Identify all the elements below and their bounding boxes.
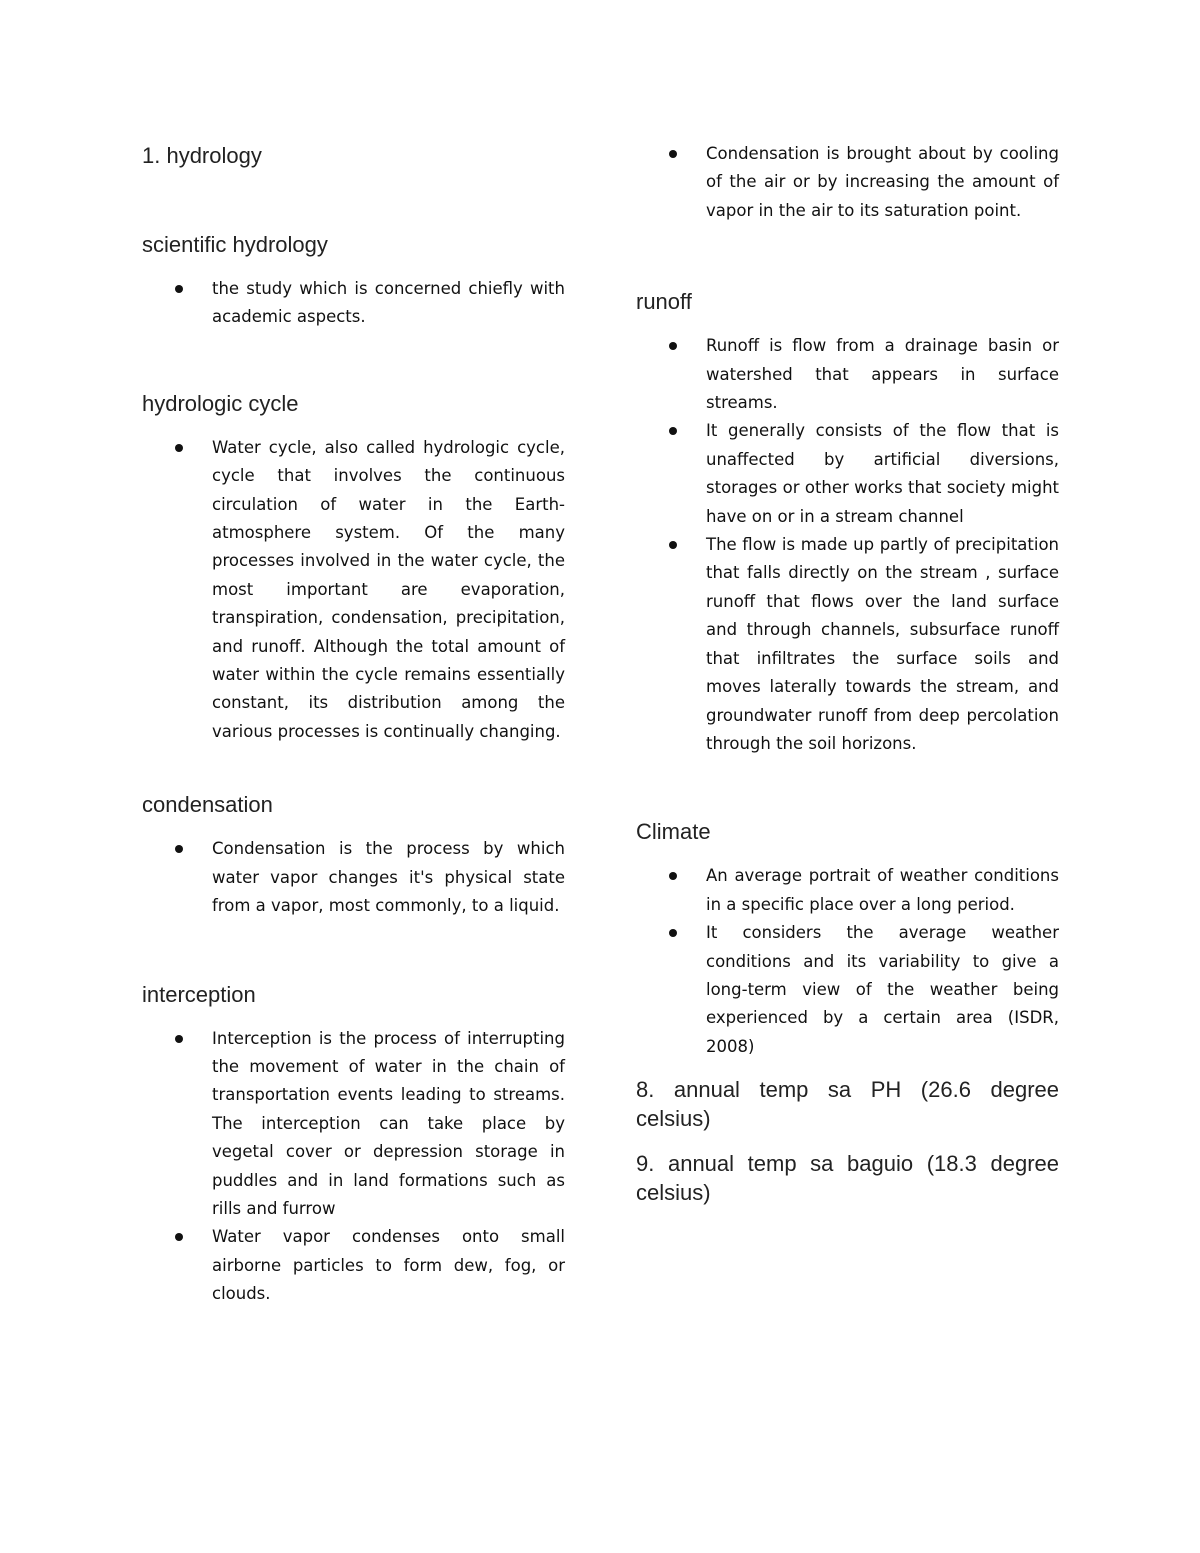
bullet-icon bbox=[175, 444, 183, 452]
list-item: An average portrait of weather conditions in a specific place over a long period. bbox=[636, 862, 1059, 919]
hydrologic-cycle-list bbox=[142, 434, 565, 746]
numbered-item-9: 9. annual temp sa baguio (18.3 degree celsius) bbox=[636, 1151, 1059, 1206]
list-item: the study which is concerned chiefly with academic aspects. bbox=[142, 275, 565, 332]
list-item: It generally consists of the flow that is unaffected by artificial diversions, storages or other works that society might have on or in a stream channel bbox=[636, 417, 1059, 531]
list-item: Condensation is the process by which water vapor changes it's physical state from a vapor, most commonly, to a liquid. bbox=[142, 835, 565, 920]
bullet-icon bbox=[175, 845, 183, 853]
climate-list bbox=[636, 862, 1059, 1061]
section-heading-runoff: runoff bbox=[636, 289, 692, 315]
list-item: Water cycle, also called hydrologic cycle, cycle that involves the continuous circulation of water in the Earth-atmosphere system. Of the many processes involved in the water cycle, the most important are evaporation, transpiration, condensation, precipitation, and runoff. Although the total amount of water within the cycle remains essentially constant, its distribution among the various processes is continually changing. bbox=[142, 434, 565, 746]
section-heading-interception: interception bbox=[142, 981, 256, 1007]
bullet-icon bbox=[669, 929, 677, 937]
bullet-icon bbox=[669, 872, 677, 880]
bullet-icon bbox=[175, 1233, 183, 1241]
numbered-item-8: 8. annual temp sa PH (26.6 degree celsius) bbox=[636, 1077, 1059, 1132]
right-column bbox=[636, 140, 1059, 1207]
scientific-hydrology-list bbox=[142, 275, 565, 332]
bullet-icon bbox=[175, 1035, 183, 1043]
list-item: Runoff is flow from a drainage basin or watershed that appears in surface streams. bbox=[636, 332, 1059, 417]
section-heading-condensation: condensation bbox=[142, 792, 273, 818]
list-item: Condensation is brought about by cooling of the air or by increasing the amount of vapor in the air to its saturation point. bbox=[636, 140, 1059, 225]
list-item: Water vapor condenses onto small airborne particles to form dew, fog, or clouds. bbox=[142, 1223, 565, 1308]
list-item: Interception is the process of interrupting the movement of water in the chain of transportation events leading to streams. The interception can take place by vegetal cover or depression storage in puddles and in land formations such as rills and furrow bbox=[142, 1025, 565, 1224]
left-column bbox=[142, 140, 565, 1309]
section-heading-climate: Climate bbox=[636, 819, 711, 845]
list-item: It considers the average weather conditions and its variability to give a long-term view of the weather being experienced by a certain area (ISDR, 2008) bbox=[636, 919, 1059, 1061]
condensation-list bbox=[142, 835, 565, 920]
runoff-list bbox=[636, 332, 1059, 758]
bullet-icon bbox=[669, 427, 677, 435]
condensation-continued-list bbox=[636, 140, 1059, 225]
list-item: The flow is made up partly of precipitation that falls directly on the stream , surface runoff that flows over the land surface and through channels, subsurface runoff that infiltrates the surface soils and moves laterally towards the stream, and groundwater runoff from deep percolation through the soil horizons. bbox=[636, 531, 1059, 758]
section-heading-hydrologic-cycle: hydrologic cycle bbox=[142, 390, 299, 416]
bullet-icon bbox=[669, 150, 677, 158]
bullet-icon bbox=[669, 342, 677, 350]
bullet-icon bbox=[175, 285, 183, 293]
section-heading-scientific-hydrology: scientific hydrology bbox=[142, 232, 328, 257]
interception-list bbox=[142, 1025, 565, 1309]
document-title: 1. hydrology bbox=[142, 143, 262, 168]
bullet-icon bbox=[669, 541, 677, 549]
